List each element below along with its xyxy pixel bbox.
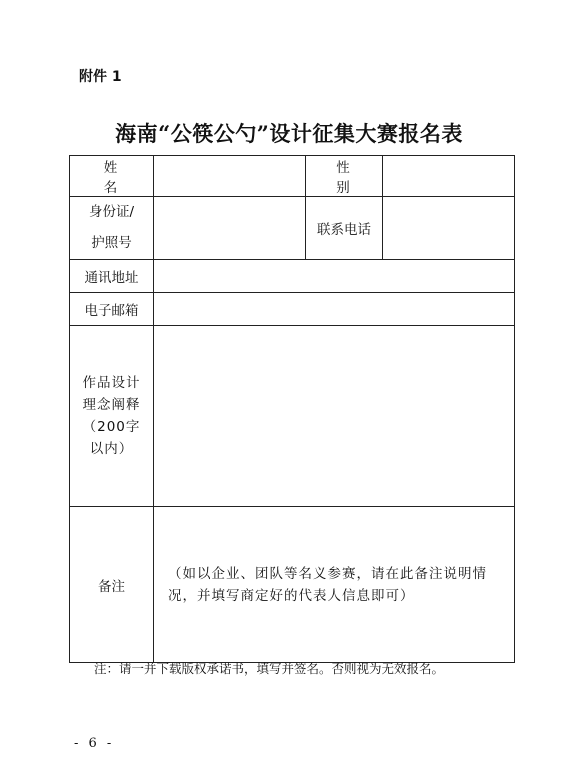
id-passport-label — [70, 197, 154, 260]
footnote: 注：请一并下载版权承诺书，填写并签名。否则视为无效报名。 — [94, 661, 445, 676]
design-concept-field[interactable] — [154, 326, 515, 507]
page-number: - 6 - — [74, 736, 115, 751]
email-label: 电子邮箱 — [70, 293, 154, 326]
attachment-label: 附件 1 — [79, 69, 122, 85]
phone-label: 联系电话 — [306, 197, 383, 260]
registration-form-table — [69, 155, 515, 663]
id-passport-field[interactable] — [154, 197, 306, 260]
gender-field[interactable] — [383, 156, 515, 197]
email-field[interactable] — [154, 293, 515, 326]
phone-field[interactable] — [383, 197, 515, 260]
gender-label: 性别 — [306, 156, 383, 197]
design-concept-label: 作品设计理念阐释（200字以内） — [70, 326, 154, 507]
page-title: 海南“公筷公勺”设计征集大赛报名表 — [115, 121, 463, 146]
address-label: 通讯地址 — [70, 260, 154, 293]
id-label-line1: 身份证/ — [88, 204, 135, 220]
address-field[interactable] — [154, 260, 515, 293]
remarks-label: 备注 — [70, 507, 154, 663]
id-label-line2: 护照号 — [91, 235, 132, 251]
remarks-field[interactable]: （如以企业、团队等名义参赛，请在此备注说明情况，并填写商定好的代表人信息即可） — [154, 507, 515, 663]
name-label: 姓名 — [70, 156, 154, 197]
name-field[interactable] — [154, 156, 306, 197]
